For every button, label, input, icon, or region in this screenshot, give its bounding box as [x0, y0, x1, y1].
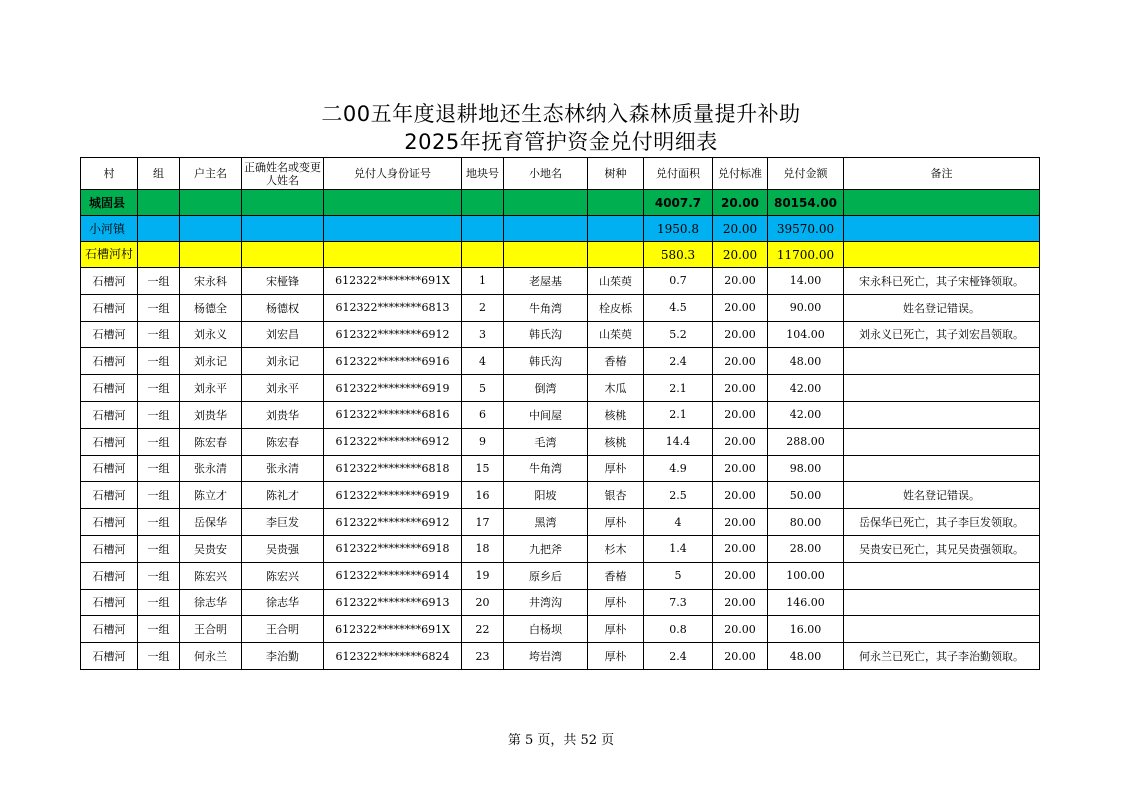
cell-id-number: 612322********6912: [324, 509, 462, 536]
cell-tree-species: 核桃: [588, 401, 644, 428]
cell-group: 一组: [138, 348, 180, 375]
cell-correct-name: 王合明: [242, 616, 324, 643]
table-row: [81, 535, 1040, 562]
cell-tree-species: 香椿: [588, 562, 644, 589]
cell-correct-name: 陈宏兴: [242, 562, 324, 589]
payment-detail-table: [80, 157, 1040, 670]
cell-id-number: 612322********6824: [324, 643, 462, 670]
cell-place-name: 白杨坝: [504, 616, 588, 643]
cell-place-name: 韩氏沟: [504, 348, 588, 375]
table-row: [81, 401, 1040, 428]
table-row: [81, 482, 1040, 509]
cell-remarks: [844, 455, 1040, 482]
cell-group: 一组: [138, 321, 180, 348]
summary-area: 1950.8: [644, 216, 713, 242]
header-row: [81, 158, 1040, 190]
col-header-remarks: 备注: [844, 158, 1040, 190]
cell-group: 一组: [138, 589, 180, 616]
cell-rate: 20.00: [713, 509, 768, 536]
cell-rate: 20.00: [713, 589, 768, 616]
col-header-tree-species: 树种: [588, 158, 644, 190]
cell-village: 石槽河: [81, 509, 138, 536]
cell-tree-species: 厚朴: [588, 643, 644, 670]
cell-tree-species: 银杏: [588, 482, 644, 509]
cell-plot-number: 3: [462, 321, 504, 348]
cell-plot-number: 6: [462, 401, 504, 428]
cell-plot-number: 18: [462, 535, 504, 562]
table-row: [81, 268, 1040, 295]
cell-area: 7.3: [644, 589, 713, 616]
cell-amount: 100.00: [768, 562, 844, 589]
cell-place-name: 毛湾: [504, 428, 588, 455]
summary-name: 城固县: [81, 190, 138, 216]
cell-tree-species: 山茱萸: [588, 321, 644, 348]
table-row: [81, 509, 1040, 536]
summary-amount: 80154.00: [768, 190, 844, 216]
cell-rate: 20.00: [713, 562, 768, 589]
cell-village: 石槽河: [81, 375, 138, 402]
cell-id-number: 612322********6919: [324, 482, 462, 509]
cell-area: 14.4: [644, 428, 713, 455]
cell-tree-species: 木瓜: [588, 375, 644, 402]
cell-tree-species: 栓皮栎: [588, 294, 644, 321]
cell-tree-species: 厚朴: [588, 455, 644, 482]
cell-amount: 90.00: [768, 294, 844, 321]
cell-village: 石槽河: [81, 268, 138, 295]
cell-village: 石槽河: [81, 294, 138, 321]
cell-place-name: 垮岩湾: [504, 643, 588, 670]
cell-householder: 陈宏春: [180, 428, 242, 455]
table-row: [81, 294, 1040, 321]
cell-group: 一组: [138, 294, 180, 321]
cell-area: 4.5: [644, 294, 713, 321]
summary-row-town: [81, 216, 1040, 242]
cell-rate: 20.00: [713, 428, 768, 455]
table-row: [81, 643, 1040, 670]
col-header-id-number: 兑付人身份证号: [324, 158, 462, 190]
cell-rate: 20.00: [713, 294, 768, 321]
cell-tree-species: 厚朴: [588, 616, 644, 643]
cell-remarks: [844, 348, 1040, 375]
cell-plot-number: 15: [462, 455, 504, 482]
table-row: [81, 348, 1040, 375]
cell-group: 一组: [138, 455, 180, 482]
cell-place-name: 牛角湾: [504, 455, 588, 482]
cell-amount: 14.00: [768, 268, 844, 295]
cell-area: 5: [644, 562, 713, 589]
cell-plot-number: 5: [462, 375, 504, 402]
summary-area: 4007.7: [644, 190, 713, 216]
cell-village: 石槽河: [81, 401, 138, 428]
cell-group: 一组: [138, 562, 180, 589]
cell-householder: 刘永记: [180, 348, 242, 375]
col-header-village: 村: [81, 158, 138, 190]
cell-amount: 28.00: [768, 535, 844, 562]
cell-plot-number: 20: [462, 589, 504, 616]
cell-id-number: 612322********6918: [324, 535, 462, 562]
cell-place-name: 原乡后: [504, 562, 588, 589]
cell-tree-species: 杉木: [588, 535, 644, 562]
cell-place-name: 牛角湾: [504, 294, 588, 321]
cell-amount: 16.00: [768, 616, 844, 643]
col-header-place-name: 小地名: [504, 158, 588, 190]
cell-area: 4.9: [644, 455, 713, 482]
cell-amount: 50.00: [768, 482, 844, 509]
table-row: [81, 428, 1040, 455]
cell-remarks: [844, 375, 1040, 402]
cell-householder: 张永清: [180, 455, 242, 482]
cell-plot-number: 22: [462, 616, 504, 643]
cell-village: 石槽河: [81, 616, 138, 643]
cell-remarks: [844, 562, 1040, 589]
summary-amount: 39570.00: [768, 216, 844, 242]
cell-group: 一组: [138, 535, 180, 562]
col-header-amount: 兑付金额: [768, 158, 844, 190]
cell-correct-name: 李治勤: [242, 643, 324, 670]
cell-plot-number: 1: [462, 268, 504, 295]
cell-tree-species: 厚朴: [588, 509, 644, 536]
cell-id-number: 612322********6919: [324, 375, 462, 402]
cell-village: 石槽河: [81, 482, 138, 509]
table-row: [81, 589, 1040, 616]
cell-rate: 20.00: [713, 643, 768, 670]
cell-householder: 刘贵华: [180, 401, 242, 428]
cell-correct-name: 张永清: [242, 455, 324, 482]
cell-village: 石槽河: [81, 562, 138, 589]
cell-remarks: 岳保华已死亡，其子李巨发领取。: [844, 509, 1040, 536]
summary-name: 石槽河村: [81, 242, 138, 268]
cell-plot-number: 23: [462, 643, 504, 670]
cell-householder: 王合明: [180, 616, 242, 643]
summary-rate: 20.00: [713, 242, 768, 268]
cell-correct-name: 刘贵华: [242, 401, 324, 428]
cell-village: 石槽河: [81, 643, 138, 670]
summary-rate: 20.00: [713, 190, 768, 216]
cell-id-number: 612322********691X: [324, 616, 462, 643]
cell-remarks: 吴贵安已死亡，其兄吴贵强领取。: [844, 535, 1040, 562]
cell-remarks: 姓名登记错误。: [844, 482, 1040, 509]
cell-householder: 徐志华: [180, 589, 242, 616]
page-footer: 第 5 页，共 52 页: [507, 733, 615, 748]
cell-correct-name: 陈礼才: [242, 482, 324, 509]
cell-amount: 48.00: [768, 643, 844, 670]
cell-plot-number: 4: [462, 348, 504, 375]
cell-rate: 20.00: [713, 401, 768, 428]
cell-area: 0.7: [644, 268, 713, 295]
col-header-plot-number: 地块号: [462, 158, 504, 190]
cell-remarks: 宋永科已死亡，其子宋桠锋领取。: [844, 268, 1040, 295]
cell-plot-number: 9: [462, 428, 504, 455]
cell-correct-name: 杨德权: [242, 294, 324, 321]
summary-name: 小河镇: [81, 216, 138, 242]
cell-group: 一组: [138, 482, 180, 509]
cell-area: 2.1: [644, 401, 713, 428]
col-header-householder: 户主名: [180, 158, 242, 190]
cell-id-number: 612322********6816: [324, 401, 462, 428]
cell-rate: 20.00: [713, 375, 768, 402]
table-title-line-1: 二00五年度退耕地还生态林纳入森林质量提升补助: [321, 102, 801, 126]
cell-remarks: 刘永义已死亡，其子刘宏昌领取。: [844, 321, 1040, 348]
col-header-correct-name: 正确姓名或变更人姓名: [242, 158, 324, 190]
cell-correct-name: 刘永平: [242, 375, 324, 402]
cell-remarks: [844, 589, 1040, 616]
cell-plot-number: 17: [462, 509, 504, 536]
cell-village: 石槽河: [81, 348, 138, 375]
cell-rate: 20.00: [713, 616, 768, 643]
cell-village: 石槽河: [81, 321, 138, 348]
summary-rate: 20.00: [713, 216, 768, 242]
table-row: [81, 375, 1040, 402]
cell-place-name: 中间屋: [504, 401, 588, 428]
cell-area: 2.1: [644, 375, 713, 402]
cell-remarks: [844, 616, 1040, 643]
cell-place-name: 韩氏沟: [504, 321, 588, 348]
cell-group: 一组: [138, 428, 180, 455]
cell-rate: 20.00: [713, 482, 768, 509]
cell-village: 石槽河: [81, 589, 138, 616]
summary-amount: 11700.00: [768, 242, 844, 268]
cell-amount: 48.00: [768, 348, 844, 375]
cell-area: 4: [644, 509, 713, 536]
cell-area: 2.5: [644, 482, 713, 509]
cell-area: 2.4: [644, 348, 713, 375]
cell-place-name: 九把斧: [504, 535, 588, 562]
cell-correct-name: 宋桠锋: [242, 268, 324, 295]
cell-tree-species: 山茱萸: [588, 268, 644, 295]
cell-rate: 20.00: [713, 348, 768, 375]
cell-householder: 陈立才: [180, 482, 242, 509]
cell-village: 石槽河: [81, 535, 138, 562]
cell-group: 一组: [138, 401, 180, 428]
cell-group: 一组: [138, 643, 180, 670]
cell-place-name: 黑湾: [504, 509, 588, 536]
summary-row-county: [81, 190, 1040, 216]
cell-id-number: 612322********691X: [324, 268, 462, 295]
table-row: [81, 616, 1040, 643]
cell-householder: 宋永科: [180, 268, 242, 295]
cell-remarks: [844, 401, 1040, 428]
cell-village: 石槽河: [81, 455, 138, 482]
cell-area: 0.8: [644, 616, 713, 643]
summary-area: 580.3: [644, 242, 713, 268]
cell-householder: 杨德全: [180, 294, 242, 321]
cell-id-number: 612322********6913: [324, 589, 462, 616]
cell-correct-name: 刘永记: [242, 348, 324, 375]
cell-householder: 岳保华: [180, 509, 242, 536]
cell-plot-number: 2: [462, 294, 504, 321]
cell-amount: 80.00: [768, 509, 844, 536]
cell-householder: 刘永平: [180, 375, 242, 402]
cell-id-number: 612322********6813: [324, 294, 462, 321]
cell-tree-species: 厚朴: [588, 589, 644, 616]
cell-remarks: 何永兰已死亡，其子李治勤领取。: [844, 643, 1040, 670]
cell-place-name: 倒湾: [504, 375, 588, 402]
cell-village: 石槽河: [81, 428, 138, 455]
cell-id-number: 612322********6912: [324, 321, 462, 348]
cell-place-name: 阳坡: [504, 482, 588, 509]
cell-householder: 刘永义: [180, 321, 242, 348]
cell-group: 一组: [138, 509, 180, 536]
table-row: [81, 455, 1040, 482]
cell-group: 一组: [138, 268, 180, 295]
cell-place-name: 老屋基: [504, 268, 588, 295]
cell-correct-name: 吴贵强: [242, 535, 324, 562]
cell-id-number: 612322********6912: [324, 428, 462, 455]
cell-place-name: 井湾沟: [504, 589, 588, 616]
cell-amount: 146.00: [768, 589, 844, 616]
cell-area: 5.2: [644, 321, 713, 348]
cell-id-number: 612322********6818: [324, 455, 462, 482]
cell-remarks: [844, 428, 1040, 455]
cell-plot-number: 16: [462, 482, 504, 509]
cell-amount: 104.00: [768, 321, 844, 348]
cell-area: 1.4: [644, 535, 713, 562]
cell-householder: 何永兰: [180, 643, 242, 670]
cell-householder: 吴贵安: [180, 535, 242, 562]
cell-correct-name: 徐志华: [242, 589, 324, 616]
cell-amount: 98.00: [768, 455, 844, 482]
table-row: [81, 321, 1040, 348]
cell-rate: 20.00: [713, 535, 768, 562]
cell-amount: 288.00: [768, 428, 844, 455]
cell-group: 一组: [138, 616, 180, 643]
cell-correct-name: 李巨发: [242, 509, 324, 536]
col-header-group: 组: [138, 158, 180, 190]
table-title-line-2: 2025年抚育管护资金兑付明细表: [404, 130, 718, 154]
cell-rate: 20.00: [713, 268, 768, 295]
cell-group: 一组: [138, 375, 180, 402]
cell-plot-number: 19: [462, 562, 504, 589]
col-header-rate: 兑付标准: [713, 158, 768, 190]
cell-amount: 42.00: [768, 375, 844, 402]
cell-id-number: 612322********6916: [324, 348, 462, 375]
cell-correct-name: 陈宏春: [242, 428, 324, 455]
cell-remarks: 姓名登记错误。: [844, 294, 1040, 321]
col-header-area: 兑付面积: [644, 158, 713, 190]
cell-tree-species: 香椿: [588, 348, 644, 375]
cell-rate: 20.00: [713, 321, 768, 348]
cell-rate: 20.00: [713, 455, 768, 482]
cell-id-number: 612322********6914: [324, 562, 462, 589]
cell-householder: 陈宏兴: [180, 562, 242, 589]
summary-row-village: [81, 242, 1040, 268]
cell-tree-species: 核桃: [588, 428, 644, 455]
cell-amount: 42.00: [768, 401, 844, 428]
table-row: [81, 562, 1040, 589]
cell-area: 2.4: [644, 643, 713, 670]
cell-correct-name: 刘宏昌: [242, 321, 324, 348]
